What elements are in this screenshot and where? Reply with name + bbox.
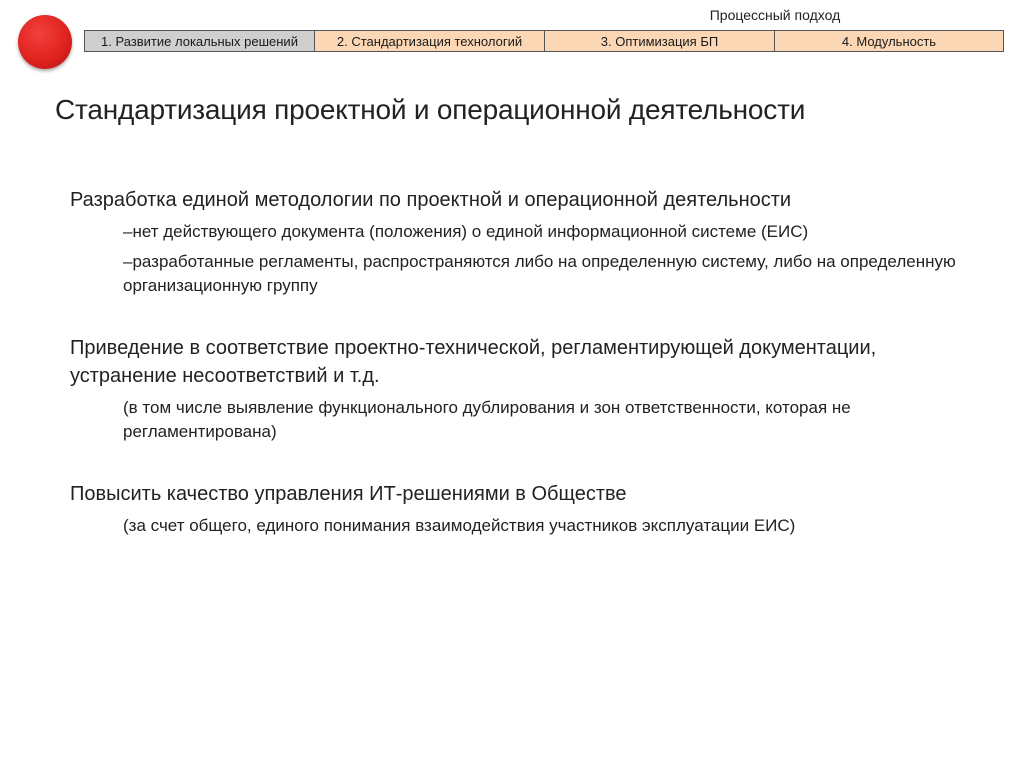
step-2-technology-standardization[interactable]: 2. Стандартизация технологий — [315, 31, 545, 51]
sub-item: (в том числе выявление функционального дублирования и зон ответственности, которая не регламентирована) — [123, 398, 851, 441]
step-3-bp-optimization[interactable]: 3. Оптимизация БП — [545, 31, 775, 51]
section-heading: Разработка единой методологии по проектной и операционной деятельности — [70, 189, 792, 211]
section-it-management — [70, 480, 970, 538]
section-methodology — [70, 186, 970, 298]
section-documentation — [70, 334, 970, 444]
slide-content — [70, 186, 970, 574]
step-1-local-solutions[interactable]: 1. Развитие локальных решений — [85, 31, 315, 51]
sub-item: –нет действующего документа (положения) о единой информационной системе (ЕИС) — [123, 222, 809, 241]
process-steps-bar — [84, 30, 1004, 52]
logo-circle-icon — [18, 15, 72, 69]
sub-item: (за счет общего, единого понимания взаимодействия участников эксплуатации ЕИС) — [123, 516, 796, 535]
page-title: Стандартизация проектной и операционной деятельности — [55, 94, 806, 125]
step-4-modularity[interactable]: 4. Модульность — [775, 31, 1003, 51]
process-approach-label: Процессный подход — [709, 7, 841, 23]
section-heading: Повысить качество управления ИТ-решениями в Обществе — [70, 483, 627, 505]
sub-item: –разработанные регламенты, распространяются либо на определенную систему, либо на определенную организационную группу — [123, 252, 956, 295]
section-heading: Приведение в соответствие проектно-технической, регламентирующей документации, устранение несоответствий и т.д. — [70, 337, 877, 387]
